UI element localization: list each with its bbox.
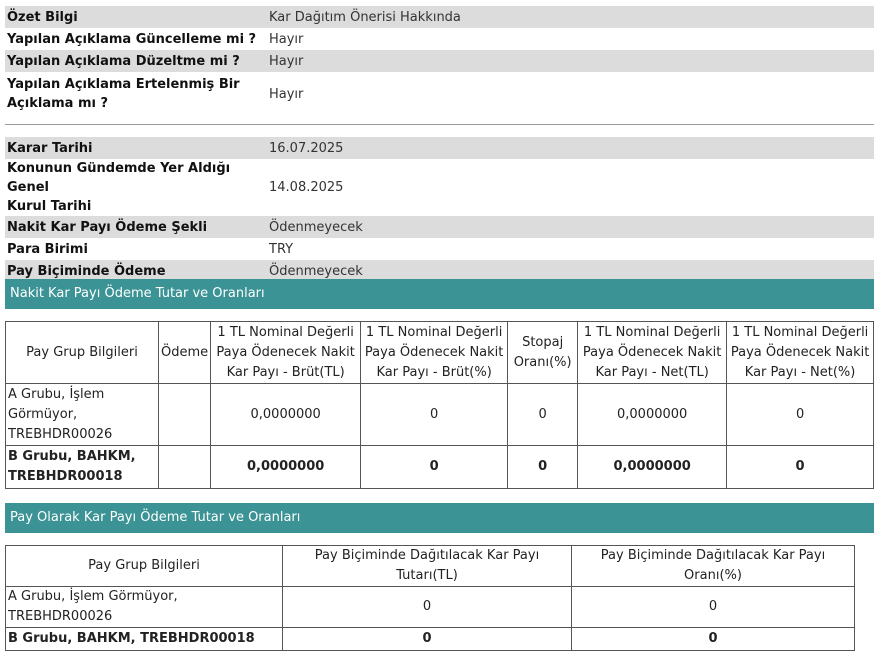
header-net-pct: 1 TL Nominal Değerli Paya Ödenecek Nakit Kar Payı - Net(%)	[727, 322, 874, 384]
header-group: Pay Grup Bilgileri	[6, 546, 283, 587]
table-header-row	[6, 322, 874, 384]
cell-payment	[159, 446, 211, 489]
details-table	[5, 137, 874, 282]
cell-group: B Grubu, BAHKM, TREBHDR00018	[6, 628, 283, 651]
header-payment: Ödeme	[159, 322, 211, 384]
table-row	[6, 628, 855, 651]
table-row	[6, 384, 874, 446]
summary-row	[5, 72, 874, 116]
share-dividend-table	[5, 545, 855, 651]
table-row	[6, 587, 855, 628]
details-row	[5, 159, 874, 216]
cash-dividend-table	[5, 321, 874, 489]
details-row	[5, 238, 874, 260]
summary-label: Yapılan Açıklama Güncelleme mi ?	[7, 31, 257, 47]
cell-gross-tl: 0,0000000	[211, 384, 361, 446]
table-row	[6, 446, 874, 489]
header-net-tl: 1 TL Nominal Değerli Paya Ödenecek Nakit Kar Payı - Net(TL)	[578, 322, 727, 384]
header-share-amount: Pay Biçiminde Dağıtılacak Kar Payı Tutarı(TL)	[283, 546, 572, 587]
cell-group: A Grubu, İşlem Görmüyor, TREBHDR00026	[6, 384, 159, 446]
header-share-ratio: Pay Biçiminde Dağıtılacak Kar Payı Oranı(%)	[572, 546, 855, 587]
summary-label: Özet Bilgi	[5, 6, 265, 28]
header-group: Pay Grup Bilgileri	[6, 322, 159, 384]
cell-net-pct: 0	[727, 384, 874, 446]
cell-share-amount: 0	[283, 587, 572, 628]
cell-gross-pct: 0	[361, 446, 508, 489]
summary-row	[5, 28, 874, 50]
summary-value: Hayır	[265, 50, 874, 72]
cell-withholding: 0	[508, 446, 578, 489]
cell-payment	[159, 384, 211, 446]
summary-row	[5, 50, 874, 72]
summary-value: Kar Dağıtım Önerisi Hakkında	[265, 6, 874, 28]
table-header-row	[6, 546, 855, 587]
cash-section-header: Nakit Kar Payı Ödeme Tutar ve Oranları	[5, 279, 874, 309]
header-gross-pct: 1 TL Nominal Değerli Paya Ödenecek Nakit Kar Payı - Brüt(%)	[361, 322, 508, 384]
share-section-header: Pay Olarak Kar Payı Ödeme Tutar ve Oranları	[5, 503, 874, 533]
details-value: Ödenmeyecek	[265, 216, 874, 238]
cell-net-tl: 0,0000000	[578, 446, 727, 489]
summary-row	[5, 6, 874, 28]
cell-share-ratio: 0	[572, 628, 855, 651]
details-label: Nakit Kar Payı Ödeme Şekli	[5, 216, 265, 238]
details-label-line: Konunun Gündemde Yer Aldığı Genel	[7, 161, 231, 195]
details-label: Karar Tarihi	[5, 137, 265, 159]
summary-label: Yapılan Açıklama Düzeltme mi ?	[5, 50, 265, 72]
details-value: Ödenmeyecek	[265, 260, 874, 282]
summary-label-line: Açıklama mı ?	[7, 96, 109, 111]
details-label: Pay Biçiminde Ödeme	[5, 260, 265, 282]
details-value: 14.08.2025	[269, 180, 344, 195]
cell-share-amount: 0	[283, 628, 572, 651]
cell-net-pct: 0	[727, 446, 874, 489]
cell-gross-tl: 0,0000000	[211, 446, 361, 489]
details-value: TRY	[269, 241, 294, 257]
cell-group: A Grubu, İşlem Görmüyor, TREBHDR00026	[6, 587, 283, 628]
details-label-line: Kurul Tarihi	[7, 199, 92, 214]
details-row	[5, 216, 874, 238]
cell-withholding: 0	[508, 384, 578, 446]
cell-group: B Grubu, BAHKM, TREBHDR00018	[6, 446, 159, 489]
header-withholding: Stopaj Oranı(%)	[508, 322, 578, 384]
details-row	[5, 137, 874, 159]
summary-label-line: Yapılan Açıklama Ertelenmiş Bir	[7, 77, 240, 92]
summary-table	[5, 6, 874, 116]
section-divider	[5, 124, 874, 125]
details-value: 16.07.2025	[265, 137, 874, 159]
summary-value: Hayır	[269, 31, 304, 47]
cell-share-ratio: 0	[572, 587, 855, 628]
details-label: Para Birimi	[7, 241, 88, 257]
header-gross-tl: 1 TL Nominal Değerli Paya Ödenecek Nakit Kar Payı - Brüt(TL)	[211, 322, 361, 384]
cell-net-tl: 0,0000000	[578, 384, 727, 446]
summary-value: Hayır	[269, 86, 304, 102]
cell-gross-pct: 0	[361, 384, 508, 446]
